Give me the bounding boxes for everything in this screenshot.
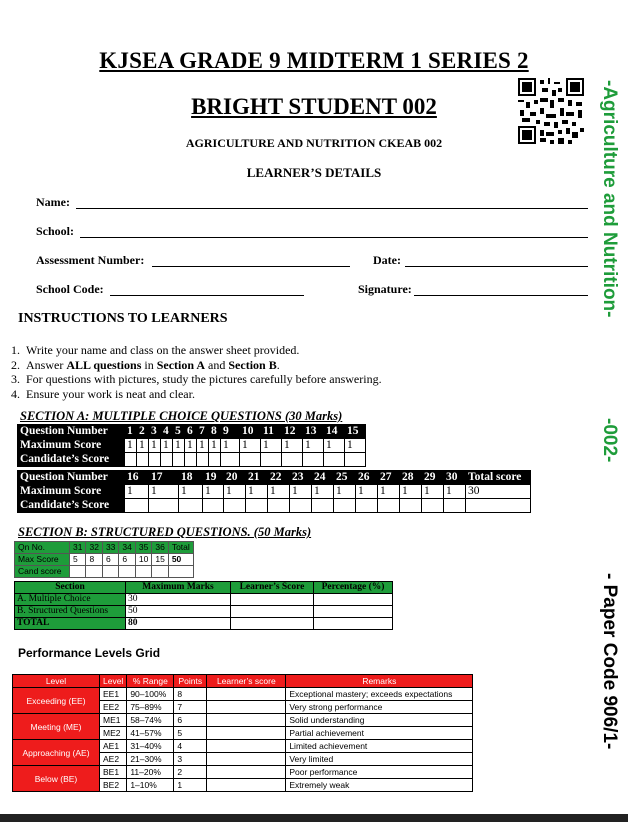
candidate-score-cell[interactable] <box>149 453 161 467</box>
school-code-line[interactable] <box>110 283 304 296</box>
row-label: Question Number <box>18 425 125 439</box>
row-label: Question Number <box>18 471 125 485</box>
level-remark: Extremely weak <box>286 779 473 792</box>
level-range: 90–100% <box>127 688 174 701</box>
level-remark: Exceptional mastery; exceeds expectations <box>286 688 473 701</box>
table-row <box>13 714 473 727</box>
level-points: 5 <box>174 727 207 740</box>
level-points: 2 <box>174 766 207 779</box>
instruction-text: Answer ALL questions in Section A and Section B. <box>26 357 280 372</box>
level-remark: Very strong performance <box>286 701 473 714</box>
question-number-cell: 12 <box>282 425 303 439</box>
page-title: KJSEA GRADE 9 MIDTERM 1 SERIES 2 <box>99 48 529 73</box>
max-score-cell: 1 <box>400 485 422 499</box>
level-remark: Limited achievement <box>286 740 473 753</box>
question-number-cell: 22 <box>268 471 290 485</box>
max-score-cell: 1 <box>137 439 149 453</box>
max-score-cell: 1 <box>173 439 185 453</box>
candidate-score-cell[interactable] <box>221 453 240 467</box>
question-number-cell: 13 <box>303 425 324 439</box>
question-number-cell: 4 <box>161 425 173 439</box>
learner-score-cell[interactable] <box>207 779 286 792</box>
candidate-score-cell[interactable] <box>268 499 290 513</box>
total-score-header: Total score <box>466 471 531 485</box>
max-score-cell: 5 <box>70 554 86 566</box>
candidate-score-cell[interactable] <box>378 499 400 513</box>
learner-score-cell[interactable] <box>207 753 286 766</box>
level-range: 1–10% <box>127 779 174 792</box>
summary-header: Section <box>15 582 126 594</box>
learner-score-cell[interactable] <box>207 688 286 701</box>
instruction-item <box>0 358 382 373</box>
max-score-cell: 1 <box>224 485 246 499</box>
level-range: 58–74% <box>127 714 174 727</box>
question-number-cell: 1 <box>125 425 137 439</box>
signature-line[interactable] <box>414 283 588 296</box>
level-code: BE2 <box>100 779 127 792</box>
candidate-score-cell[interactable] <box>86 566 102 578</box>
max-score-cell: 1 <box>356 485 378 499</box>
candidate-score-cell[interactable] <box>444 499 466 513</box>
level-code: AE1 <box>100 740 127 753</box>
question-number-cell: 28 <box>400 471 422 485</box>
sidebar-paper-code: - Paper Code 906/1- <box>599 573 620 750</box>
sidebar-code: -002- <box>599 418 620 463</box>
question-number-cell: 21 <box>246 471 268 485</box>
candidate-score-cell[interactable] <box>312 499 334 513</box>
section-b-score-table <box>14 541 194 578</box>
candidate-score-cell[interactable] <box>334 499 356 513</box>
question-number-cell: 33 <box>102 542 118 554</box>
school-code-label: School Code: <box>36 282 104 296</box>
max-score-cell: 1 <box>290 485 312 499</box>
learner-score-cell[interactable] <box>207 714 286 727</box>
candidate-score-cell[interactable] <box>102 566 118 578</box>
level-remark: Solid understanding <box>286 714 473 727</box>
section-a-score-table <box>17 424 366 467</box>
candidate-score-cell[interactable] <box>290 499 312 513</box>
page-subtitle: BRIGHT STUDENT 002 <box>191 94 437 119</box>
max-score-cell: 1 <box>197 439 209 453</box>
max-score-cell: 1 <box>422 485 444 499</box>
question-number-cell: 25 <box>334 471 356 485</box>
candidate-score-cell[interactable] <box>149 499 179 513</box>
row-label: Maximum Score <box>18 485 125 499</box>
name-label: Name: <box>36 195 70 209</box>
question-number-cell: 29 <box>422 471 444 485</box>
question-number-cell: 2 <box>137 425 149 439</box>
question-number-cell: 5 <box>173 425 185 439</box>
max-score-cell: 1 <box>185 439 197 453</box>
max-score-cell: 1 <box>303 439 324 453</box>
school-label: School: <box>36 224 75 238</box>
max-score-cell: 1 <box>334 485 356 499</box>
candidate-score-cell[interactable] <box>303 453 324 467</box>
level-points: 6 <box>174 714 207 727</box>
row-label: Candidate’s Score <box>18 499 125 513</box>
candidate-score-cell[interactable] <box>185 453 197 467</box>
summary-learner-score[interactable] <box>231 606 314 618</box>
question-number-cell: 14 <box>324 425 345 439</box>
question-number-cell: 10 <box>240 425 261 439</box>
level-code: EE1 <box>100 688 127 701</box>
row-label: Candidate’s Score <box>18 453 125 467</box>
level-code: BE1 <box>100 766 127 779</box>
candidate-score-cell[interactable] <box>324 453 345 467</box>
question-number-cell: 9 <box>221 425 240 439</box>
question-number-cell: 35 <box>135 542 151 554</box>
instructions-list <box>0 343 382 401</box>
performance-title: Performance Levels Grid <box>18 646 161 660</box>
instruction-item <box>0 387 382 402</box>
question-number-cell: 11 <box>261 425 282 439</box>
question-number-cell: 19 <box>203 471 224 485</box>
level-code: EE2 <box>100 701 127 714</box>
candidate-score-cell[interactable] <box>422 499 444 513</box>
summary-section: TOTAL <box>15 618 126 630</box>
candidate-score-cell[interactable] <box>203 499 224 513</box>
question-number-cell: 23 <box>290 471 312 485</box>
total-score-value: 30 <box>466 485 531 499</box>
learner-score-cell[interactable] <box>207 727 286 740</box>
candidate-score-cell[interactable] <box>125 453 137 467</box>
candidate-score-cell[interactable] <box>240 453 261 467</box>
max-score-cell: 1 <box>378 485 400 499</box>
signature-label: Signature: <box>358 282 412 296</box>
level-points: 3 <box>174 753 207 766</box>
max-score-cell: 1 <box>209 439 221 453</box>
summary-max: 30 <box>126 594 231 606</box>
table-row <box>13 766 473 779</box>
candidate-score-cell[interactable] <box>161 453 173 467</box>
paper-name: AGRICULTURE AND NUTRITION CKEAB 002 <box>185 136 443 150</box>
max-score-cell: 1 <box>240 439 261 453</box>
name-line[interactable] <box>76 196 588 209</box>
candidate-score-cell[interactable] <box>125 499 149 513</box>
learner-score-cell[interactable] <box>207 701 286 714</box>
max-score-cell: 1 <box>312 485 334 499</box>
summary-table <box>14 581 393 630</box>
level-points: 8 <box>174 688 207 701</box>
level-range: 31–40% <box>127 740 174 753</box>
date-label: Date: <box>373 253 401 267</box>
question-number-cell: 8 <box>209 425 221 439</box>
level-group: Below (BE) <box>13 766 100 792</box>
max-score-cell: 1 <box>149 485 179 499</box>
candidate-score-cell[interactable] <box>224 499 246 513</box>
candidate-score-cell[interactable] <box>209 453 221 467</box>
perf-header: Remarks <box>286 675 473 688</box>
max-score-cell: 8 <box>86 554 102 566</box>
question-number-cell: 32 <box>86 542 102 554</box>
level-points: 1 <box>174 779 207 792</box>
instruction-number: 1. <box>11 343 20 357</box>
qr-code-icon <box>518 78 584 144</box>
level-remark: Very limited <box>286 753 473 766</box>
table-row <box>13 740 473 753</box>
perf-header: Level <box>13 675 100 688</box>
level-group: Approaching (AE) <box>13 740 100 766</box>
level-code: ME1 <box>100 714 127 727</box>
max-score-cell: 1 <box>149 439 161 453</box>
learner-details-heading: LEARNER’S DETAILS <box>246 165 382 180</box>
candidate-score-cell[interactable] <box>282 453 303 467</box>
table-row <box>13 688 473 701</box>
question-number-cell: 27 <box>378 471 400 485</box>
perf-header: Learner’s score <box>207 675 286 688</box>
instruction-text: For questions with pictures, study the pictures carefully before answering. <box>26 372 382 386</box>
level-range: 41–57% <box>127 727 174 740</box>
total-header: Total <box>168 542 193 554</box>
question-number-cell: 17 <box>149 471 179 485</box>
summary-section: A. Multiple Choice <box>15 594 126 606</box>
summary-percentage[interactable] <box>314 594 393 606</box>
summary-learner-score[interactable] <box>231 618 314 630</box>
max-score-cell: 1 <box>246 485 268 499</box>
candidate-score-cell[interactable] <box>137 453 149 467</box>
row-label: Maximum Score <box>18 439 125 453</box>
summary-learner-score[interactable] <box>231 594 314 606</box>
summary-percentage[interactable] <box>314 606 393 618</box>
level-range: 11–20% <box>127 766 174 779</box>
date-line[interactable] <box>405 254 588 267</box>
question-number-cell: 30 <box>444 471 466 485</box>
question-number-cell: 20 <box>224 471 246 485</box>
learner-score-cell[interactable] <box>207 766 286 779</box>
candidate-score-cell[interactable] <box>345 453 366 467</box>
max-score-cell: 15 <box>152 554 168 566</box>
instruction-text: Write your name and class on the answer sheet provided. <box>26 343 300 357</box>
candidate-score-cell[interactable] <box>152 566 168 578</box>
level-code: AE2 <box>100 753 127 766</box>
candidate-score-cell[interactable] <box>197 453 209 467</box>
school-line[interactable] <box>80 225 588 238</box>
perf-header: % Range <box>127 675 174 688</box>
level-points: 7 <box>174 701 207 714</box>
max-score-cell: 1 <box>282 439 303 453</box>
max-score-cell: 1 <box>345 439 366 453</box>
instruction-item <box>0 343 382 358</box>
question-number-cell: 26 <box>356 471 378 485</box>
candidate-total-cell[interactable] <box>168 566 193 578</box>
performance-table <box>12 674 473 792</box>
section-b-title: SECTION B: STRUCTURED QUESTIONS. (50 Marks) <box>18 525 312 539</box>
sidebar-subject: -Agriculture and Nutrition- <box>599 80 620 318</box>
summary-header: Percentage (%) <box>314 582 393 594</box>
candidate-score-cell[interactable] <box>400 499 422 513</box>
question-number-cell: 34 <box>119 542 135 554</box>
question-number-cell: 36 <box>152 542 168 554</box>
summary-section: B. Structured Questions <box>15 606 126 618</box>
row-label: Qn No. <box>15 542 70 554</box>
section-a-score-table-2 <box>17 470 531 513</box>
summary-max: 50 <box>126 606 231 618</box>
vertical-sidebar <box>593 78 625 778</box>
summary-header: Maximum Marks <box>126 582 231 594</box>
question-number-cell: 3 <box>149 425 161 439</box>
row-label: Max Score <box>15 554 70 566</box>
assessment-label: Assessment Number: <box>36 253 145 267</box>
level-points: 4 <box>174 740 207 753</box>
instruction-item <box>0 372 382 387</box>
total-max-cell: 50 <box>168 554 193 566</box>
perf-header: Level <box>100 675 127 688</box>
instruction-number: 2. <box>11 357 20 372</box>
bottom-border <box>0 814 628 822</box>
instruction-number: 4. <box>11 386 20 401</box>
candidate-score-cell[interactable] <box>135 566 151 578</box>
max-score-cell: 1 <box>444 485 466 499</box>
assessment-line[interactable] <box>152 254 350 267</box>
learner-score-cell[interactable] <box>207 740 286 753</box>
question-number-cell: 16 <box>125 471 149 485</box>
max-score-cell: 1 <box>125 439 137 453</box>
row-label: Cand score <box>15 566 70 578</box>
question-number-cell: 24 <box>312 471 334 485</box>
question-number-cell: 18 <box>179 471 203 485</box>
question-number-cell: 6 <box>185 425 197 439</box>
candidate-score-cell[interactable] <box>70 566 86 578</box>
candidate-score-cell[interactable] <box>261 453 282 467</box>
candidate-score-cell[interactable] <box>173 453 185 467</box>
question-number-cell: 7 <box>197 425 209 439</box>
candidate-score-cell[interactable] <box>246 499 268 513</box>
max-score-cell: 1 <box>125 485 149 499</box>
max-score-cell: 1 <box>324 439 345 453</box>
instruction-text: Ensure your work is neat and clear. <box>26 386 195 401</box>
summary-max: 80 <box>126 618 231 630</box>
instructions-title: INSTRUCTIONS TO LEARNERS <box>18 311 228 326</box>
question-number-cell: 31 <box>70 542 86 554</box>
max-score-cell: 1 <box>179 485 203 499</box>
max-score-cell: 1 <box>161 439 173 453</box>
max-score-cell: 6 <box>102 554 118 566</box>
summary-percentage[interactable] <box>314 618 393 630</box>
level-code: ME2 <box>100 727 127 740</box>
max-score-cell: 1 <box>203 485 224 499</box>
max-score-cell: 6 <box>119 554 135 566</box>
question-number-cell: 15 <box>345 425 366 439</box>
max-score-cell: 1 <box>261 439 282 453</box>
section-a-title: SECTION A: MULTIPLE CHOICE QUESTIONS (30 Marks) <box>20 409 343 423</box>
max-score-cell: 1 <box>268 485 290 499</box>
perf-header: Points <box>174 675 207 688</box>
level-remark: Partial achievement <box>286 727 473 740</box>
max-score-cell: 1 <box>221 439 240 453</box>
level-remark: Poor performance <box>286 766 473 779</box>
max-score-cell: 10 <box>135 554 151 566</box>
candidate-score-cell[interactable] <box>119 566 135 578</box>
level-group: Exceeding (EE) <box>13 688 100 714</box>
candidate-score-cell[interactable] <box>179 499 203 513</box>
level-range: 75–89% <box>127 701 174 714</box>
summary-header: Learner’s Score <box>231 582 314 594</box>
instruction-number: 3. <box>11 372 20 386</box>
candidate-total-cell[interactable] <box>466 499 531 513</box>
level-range: 21–30% <box>127 753 174 766</box>
level-group: Meeting (ME) <box>13 714 100 740</box>
candidate-score-cell[interactable] <box>356 499 378 513</box>
